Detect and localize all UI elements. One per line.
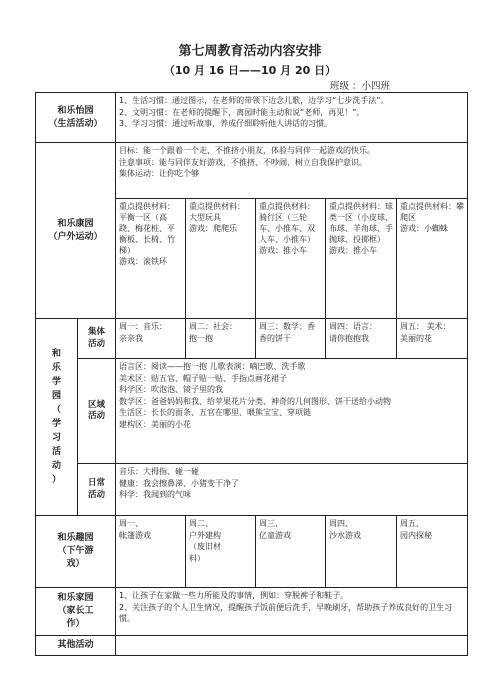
area-line: 数学区：爸爸妈妈和我、给苹果花片分类、神奇的几何图形、饼干送给小动物 (119, 396, 392, 406)
page-title: 第七周教育活动内容安排 (178, 44, 322, 59)
day-text: 周二：社会： (189, 322, 238, 331)
day-text: 周四：语言： (329, 322, 378, 331)
material-text: 重点提供材料：攀爬区 (400, 202, 465, 222)
study-char: 园 (51, 391, 61, 401)
outdoor-note-line: 注意事项：能与同伴友好游戏，不推挤、不吵闹，树立自我保护意识。 (119, 157, 368, 167)
life-title: 和乐怡园 (57, 105, 94, 116)
play-thu (326, 516, 397, 588)
row-outdoor-goal (36, 143, 468, 199)
home-subtitle: 作） (66, 619, 85, 629)
play-subtitle: 戏） (66, 559, 85, 569)
life-line-1: 1、生活习惯：通过图示，在老师的带领下边念儿歌，边学习“七步洗手法”。 (119, 96, 389, 105)
day-text: 周三、 (259, 519, 284, 528)
row-play (36, 516, 468, 588)
area-label: 活动 (88, 411, 106, 421)
section-life-heading (36, 93, 116, 143)
section-other-heading (36, 636, 116, 656)
daily-content (116, 464, 468, 516)
day-text: 周三：数学：香香的饼干 (259, 322, 316, 343)
daily-heading (78, 464, 116, 516)
home-content (116, 588, 468, 636)
day-text: 周一、 (119, 519, 144, 528)
collective-label: 活动 (88, 338, 106, 349)
day-text: 户外建构 (189, 530, 222, 540)
daily-line: 健康：我会擦鼻涕、小猪变干净了 (119, 478, 240, 488)
game-text: 游戏：推小车 (259, 246, 308, 255)
outdoor-title: 和乐康园 (57, 218, 94, 229)
outdoor-material-fri (397, 199, 468, 319)
material-text: 重点提供材料：骑行区（三轮车、小推车、双人车、小推车） (259, 202, 316, 244)
section-play-heading (36, 516, 116, 588)
day-text: 请你抱抱我 (329, 333, 370, 343)
other-content (116, 636, 468, 656)
day-text: 抱一抱 (189, 333, 214, 343)
area-line: 生活区：长长的面条、五官在哪里、喂熊宝宝、穿项链 (119, 408, 312, 417)
day-text: 亲亲我 (119, 333, 144, 343)
daily-label: 日常 (88, 478, 106, 488)
day-text: 周五： 美术： (400, 322, 451, 331)
study-char: 和 (51, 349, 61, 359)
outdoor-goal (116, 143, 468, 199)
study-char: 乐 (51, 363, 61, 373)
row-home (36, 588, 468, 636)
section-study-heading (36, 319, 78, 516)
material-text: 重点提供材料：大型玩具 (189, 202, 246, 222)
outdoor-collective-line: 集体运动：让你吃个够 (119, 169, 200, 178)
section-outdoor-heading (36, 143, 116, 319)
life-line-2: 2、文明习惯：在老师的提醒下，离园时能主动和说“老师，再见！”。 (119, 107, 365, 117)
day-text: 园内探秘 (400, 530, 433, 540)
collective-label: 集体 (88, 327, 106, 337)
section-home-heading (36, 588, 116, 636)
day-text: 周一：音乐： (119, 322, 168, 331)
row-study-area (36, 359, 468, 464)
game-text: 游戏：小蜘蛛 (400, 224, 449, 233)
collective-mon (116, 319, 186, 359)
outdoor-material-mon (116, 199, 186, 319)
outdoor-goal-line: 目标：能一个跟着一个走，不推挤小朋友，体验与同伴一起游戏的快乐。 (119, 146, 376, 155)
collective-thu (326, 319, 397, 359)
area-line: 美术区：贴五官、帽子贴一贴、手指点画花裙子 (119, 373, 288, 383)
material-text: 重点提供材料：球类一区（小皮球、布球、羊角球、手抛球、投掷框） (329, 202, 394, 244)
area-heading (78, 359, 116, 464)
day-text: 亿童游戏 (259, 530, 292, 540)
area-line: 语言区：阅读——抱一抱 儿歌表演：嘀巴歌、洗手歌 (119, 362, 306, 371)
material-text: 重点提供材料：平衡一区（高跷、梅花桩、平衡板、长椅、竹梯） (119, 202, 176, 255)
daily-line: 科学：我闻到的气味 (119, 490, 192, 499)
other-title: 其他活动 (57, 640, 94, 650)
collective-heading (78, 319, 116, 359)
life-line-3: 3、学习习惯：通过听故事，养成仔细聆听他人讲话的习惯。 (119, 119, 333, 128)
day-text: 周二、 (189, 519, 214, 528)
row-study-collective (36, 319, 468, 359)
play-subtitle: （下午游 (57, 546, 94, 556)
home-subtitle: （家长工 (57, 606, 94, 616)
outdoor-material-tue (186, 199, 256, 319)
study-char: 活 (51, 447, 61, 457)
play-tue (186, 516, 256, 588)
home-line: 1、让孩子在家做一些力所能及的事情，例如：穿脱裤子和鞋子。 (119, 591, 349, 600)
study-char: 习 (51, 433, 61, 443)
area-label: 区域 (88, 399, 106, 410)
daily-label: 活动 (88, 489, 106, 500)
life-subtitle: （生活活动） (48, 118, 103, 129)
study-char: 学 (51, 419, 61, 429)
row-life (36, 93, 468, 143)
play-mon (116, 516, 186, 588)
collective-fri (397, 319, 468, 359)
day-text: （废旧材 (189, 542, 222, 551)
game-text: 游戏：爬爬乐 (189, 224, 238, 233)
play-wed (256, 516, 326, 588)
collective-tue (186, 319, 256, 359)
study-char: 学 (51, 377, 61, 387)
study-char: 动 (51, 461, 61, 471)
day-text: 帐篷游戏 (119, 530, 152, 540)
play-fri (397, 516, 468, 588)
outdoor-material-thu (326, 199, 397, 319)
row-other (36, 636, 468, 656)
class-label: 班级 ：小四班 (330, 81, 391, 92)
outdoor-subtitle: （户外运动） (48, 231, 103, 242)
home-title: 和乐家园 (57, 593, 94, 603)
collective-wed (256, 319, 326, 359)
area-line: 科学区：吹泡泡、镜子里的我 (119, 385, 224, 394)
day-text: 沙水游戏 (329, 530, 362, 540)
game-text: 游戏：滚铁环 (119, 257, 168, 266)
area-line: 建构区：美丽的小花 (119, 419, 192, 429)
schedule-table (35, 92, 468, 656)
row-study-daily (36, 464, 468, 516)
area-content (116, 359, 468, 464)
day-text: 周四、 (329, 519, 354, 528)
outdoor-material-wed (256, 199, 326, 319)
date-range: （10 月 16 日——10 月 20 日） (163, 64, 337, 77)
play-title: 和乐趣园 (57, 533, 94, 543)
study-char: ） (51, 475, 61, 485)
game-text: 游戏：推小车 (329, 246, 378, 255)
daily-line: 音乐：大拇指、碰一碰 (119, 467, 200, 476)
home-line: 2、关注孩子的个人卫生情况，提醒孩子饭前便后洗手，早晚刷牙，帮助孩子养成良好的卫生习惯。 (119, 602, 453, 623)
day-text: 周五、 (400, 519, 425, 528)
study-char: （ (51, 405, 61, 415)
day-text: 美丽的花 (400, 333, 433, 343)
life-content (116, 93, 468, 143)
day-text: 料） (189, 553, 206, 563)
